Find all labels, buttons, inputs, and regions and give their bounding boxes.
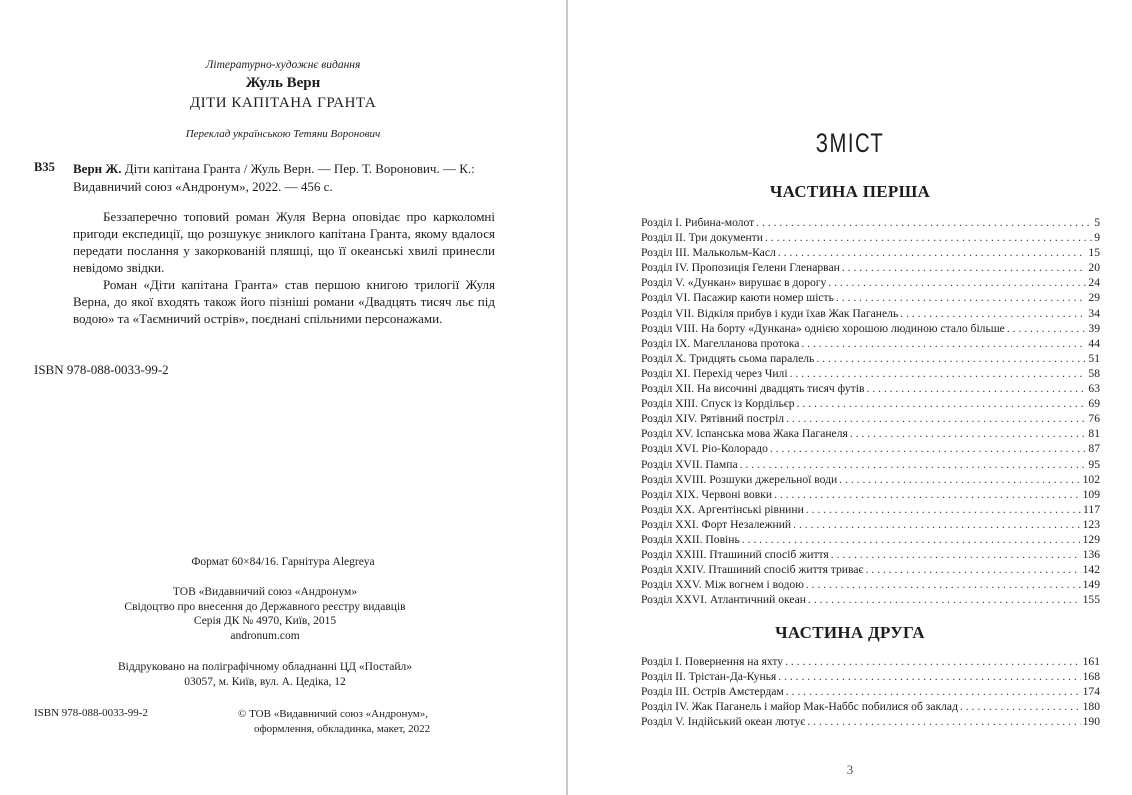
toc-entry-page: 58: [1088, 366, 1100, 380]
toc-entry[interactable]: [641, 472, 1100, 487]
toc-entry-page: 15: [1088, 246, 1100, 260]
toc-dot-leader: [806, 577, 1081, 592]
toc-entry[interactable]: [641, 457, 1100, 472]
toc-entry[interactable]: [641, 532, 1100, 547]
toc-entry-title: Розділ IV. Жак Паганель і майор Мак-Наббс побилися об заклад: [641, 700, 958, 714]
toc-entry[interactable]: [641, 547, 1100, 562]
author-name: Жуль Верн: [245, 75, 321, 91]
toc-entry[interactable]: [641, 487, 1100, 502]
toc-entry-title: Розділ II. Три документи: [641, 231, 763, 245]
catalog-code: В35: [34, 160, 55, 174]
part-one-chapter-list: [641, 215, 1100, 607]
toc-entry[interactable]: [641, 699, 1100, 714]
toc-entry-page: 142: [1082, 563, 1100, 577]
toc-dot-leader: [797, 396, 1087, 411]
toc-dot-leader: [786, 684, 1081, 699]
toc-dot-leader: [765, 230, 1092, 245]
toc-entry[interactable]: [641, 714, 1100, 729]
part-two-chapter-list: [641, 654, 1100, 729]
toc-dot-leader: [756, 215, 1092, 230]
toc-dot-leader: [828, 275, 1086, 290]
toc-entry-title: Розділ XI. Перехід через Чилі: [641, 366, 788, 380]
toc-entry-page: 95: [1088, 457, 1100, 471]
format-info: Формат 60×84/16. Гарнітура Alegreya: [191, 556, 375, 568]
toc-entry-title: Розділ IV. Пропозиція Гелени Гленарван: [641, 261, 840, 275]
isbn-bottom: ISBN 978-088-0033-99-2: [34, 707, 148, 719]
toc-entry-page: 24: [1088, 276, 1100, 290]
toc-entry-page: 81: [1088, 427, 1100, 441]
isbn-main: ISBN 978-088-0033-99-2: [34, 362, 169, 377]
publisher-line: andronum.com: [230, 629, 300, 642]
toc-entry-page: 69: [1088, 397, 1100, 411]
toc-entry-title: Розділ XV. Іспанська мова Жака Паганеля: [641, 427, 848, 441]
toc-entry-page: 34: [1088, 306, 1100, 320]
toc-dot-leader: [742, 532, 1081, 547]
catalog-details: Діти капітана Гранта / Жуль Верн. — Пер. Т. Воронович. — К.: Видавничий союз «Андронум», 2022. — 456 с.: [73, 161, 475, 194]
toc-entry-page: 168: [1082, 670, 1100, 684]
toc-entry[interactable]: [641, 290, 1100, 305]
toc-entry-title: Розділ XIII. Спуск із Кордільєр: [641, 397, 795, 411]
toc-entry[interactable]: [641, 381, 1100, 396]
toc-dot-leader: [808, 592, 1081, 607]
toc-entry-title: Розділ III. Острів Амстердам: [641, 685, 784, 699]
toc-entry-page: 155: [1082, 593, 1100, 607]
book-title: ДІТИ КАПІТАНА ГРАНТА: [189, 95, 377, 111]
catalog-description: [73, 160, 503, 196]
publisher-line: Серія ДК № 4970, Київ, 2015: [193, 615, 337, 627]
toc-entry-page: 5: [1094, 216, 1100, 229]
toc-entry[interactable]: [641, 306, 1100, 321]
toc-entry-title: Розділ XXI. Форт Незалежний: [641, 517, 792, 531]
toc-entry-title: Розділ XXV. Між вогнем і водою: [641, 578, 804, 592]
catalog-author: Верн Ж.: [73, 161, 122, 176]
part-two-title: ЧАСТИНА ДРУГА: [775, 623, 925, 642]
toc-entry[interactable]: [641, 592, 1100, 607]
toc-entry-title: Розділ X. Тридцять сьома паралель: [641, 351, 815, 365]
toc-entry-title: Розділ I. Повернення на яхту: [641, 655, 784, 668]
toc-dot-leader: [740, 457, 1087, 472]
toc-entry-title: Розділ XXII. Повінь: [641, 532, 740, 546]
toc-entry[interactable]: [641, 411, 1100, 426]
toc-entry-title: Розділ XVIII. Розшуки джерельної води: [641, 472, 838, 486]
toc-entry-page: 129: [1082, 532, 1100, 546]
toc-dot-leader: [778, 245, 1087, 260]
annotation-paragraph-2: Роман «Діти капітана Гранта» став першою книгою трилогії Жуля Верна, до якої входять також його пізніші романи «Двадцять тисяч льє під водою» та «Таємничий острів», поєднані спільними персонажами.: [73, 277, 495, 326]
toc-entry-title: Розділ II. Трістан-Да-Кунья: [641, 670, 777, 684]
copyright-line: оформлення, обкладинка, макет, 2022: [254, 723, 431, 735]
toc-entry-title: Розділ XX. Аргентінські рівнини: [641, 502, 804, 516]
toc-entry-page: 9: [1094, 231, 1100, 245]
toc-entry-page: 190: [1082, 715, 1100, 729]
part-one-title: ЧАСТИНА ПЕРША: [769, 182, 931, 201]
publisher-line: ТОВ «Видавничий союз «Андронум»: [172, 586, 358, 598]
printer-line: 03057, м. Київ, вул. А. Цедіка, 12: [184, 676, 346, 688]
toc-entry-page: 161: [1082, 655, 1100, 668]
publisher-info: [0, 585, 530, 643]
copyright-line: © ТОВ «Видавничий союз «Андронум»,: [238, 708, 429, 720]
toc-entry[interactable]: [641, 577, 1100, 592]
toc-entry-page: 63: [1088, 382, 1100, 396]
toc-dot-leader: [839, 472, 1080, 487]
toc-entry-title: Розділ XVII. Пампа: [641, 457, 738, 471]
printer-info: [0, 660, 530, 690]
toc-entry-page: 39: [1088, 321, 1100, 335]
toc-dot-leader: [816, 351, 1086, 366]
toc-entry-title: Розділ VI. Пасажир каюти номер шість: [641, 291, 834, 305]
toc-entry[interactable]: [641, 517, 1100, 532]
toc-entry-page: 44: [1088, 336, 1100, 350]
toc-entry-title: Розділ V. Індійський океан лютує: [641, 715, 806, 729]
toc-entry-page: 123: [1082, 517, 1100, 531]
toc-entry-title: Розділ V. «Дункан» вирушає в дорогу: [641, 276, 827, 290]
annotation-paragraph-1: Беззаперечно топовий роман Жуля Верна оповідає про карколомні пригоди експедиції, що розшукує зниклого капітана Гранта, якому вдалося передати послання у закоркованій пляшці, що її океанські хвилі принесли невідомо звідки.: [73, 209, 495, 275]
translator-credit: Переклад українською Тетяни Воронович: [185, 128, 381, 140]
toc-entry-page: 29: [1088, 291, 1100, 305]
publisher-line: Свідоцтво про внесення до Державного реєстру видавців: [124, 600, 406, 613]
toc-entry[interactable]: [641, 654, 1100, 669]
toc-dot-leader: [866, 381, 1086, 396]
toc-title: ЗМІСТ: [815, 128, 885, 158]
toc-dot-leader: [842, 260, 1087, 275]
toc-entry-title: Розділ XII. На височині двадцять тисяч футів: [641, 382, 865, 396]
toc-entry-page: 149: [1082, 578, 1100, 592]
toc-entry-page: 76: [1088, 412, 1100, 426]
toc-dot-leader: [774, 487, 1081, 502]
toc-entry[interactable]: [641, 669, 1100, 684]
page-number: 3: [846, 762, 854, 777]
toc-entry-page: 180: [1082, 700, 1100, 714]
toc-entry-title: Розділ I. Рибина-молот: [641, 216, 755, 229]
toc-entry[interactable]: [641, 502, 1100, 517]
toc-entry[interactable]: [641, 321, 1100, 336]
toc-entry-title: Розділ VIII. На борту «Дункана» однією хорошою людиною стало більше: [641, 321, 1005, 335]
toc-dot-leader: [785, 654, 1081, 669]
toc-entry[interactable]: [641, 396, 1100, 411]
right-page: [568, 0, 1132, 795]
toc-entry-title: Розділ III. Малькольм-Касл: [641, 246, 776, 260]
toc-entry[interactable]: [641, 351, 1100, 366]
toc-entry-page: 87: [1088, 442, 1100, 456]
toc-dot-leader: [900, 306, 1086, 321]
toc-dot-leader: [790, 366, 1087, 381]
toc-dot-leader: [793, 517, 1080, 532]
printer-line: Віддруковано на поліграфічному обладнанні ЦД «Постайл»: [117, 661, 413, 673]
genre-label: Літературно-художнє видання: [205, 59, 361, 71]
toc-dot-leader: [831, 547, 1081, 562]
toc-entry[interactable]: [641, 336, 1100, 351]
toc-dot-leader: [778, 669, 1080, 684]
toc-entry-page: 117: [1083, 502, 1100, 516]
toc-dot-leader: [807, 714, 1080, 729]
toc-entry[interactable]: [641, 215, 1100, 230]
toc-entry[interactable]: [641, 684, 1100, 699]
toc-entry[interactable]: [641, 426, 1100, 441]
toc-entry-title: Розділ XXVI. Атлантичний океан: [641, 593, 807, 607]
toc-entry[interactable]: [641, 441, 1100, 456]
toc-entry-title: Розділ XXIII. Пташиний спосіб життя: [641, 548, 829, 562]
toc-entry-title: Розділ IX. Магелланова протока: [641, 336, 800, 350]
toc-entry-page: 51: [1088, 351, 1100, 365]
toc-entry[interactable]: [641, 275, 1100, 290]
toc-entry-title: Розділ XVI. Ріо-Колорадо: [641, 442, 768, 456]
toc-entry[interactable]: [641, 230, 1100, 245]
toc-entry-title: Розділ VII. Відкіля прибув і куди їхав Жак Паганель: [641, 306, 899, 320]
toc-entry[interactable]: [641, 260, 1100, 275]
toc-dot-leader: [836, 290, 1086, 305]
toc-dot-leader: [806, 502, 1081, 517]
toc-dot-leader: [786, 411, 1086, 426]
toc-entry-page: 20: [1088, 261, 1100, 275]
toc-entry[interactable]: [641, 562, 1100, 577]
toc-entry-title: Розділ XIX. Червоні вовки: [641, 487, 773, 501]
toc-entry-page: 109: [1082, 487, 1100, 501]
annotation: [73, 208, 495, 327]
toc-entry-page: 136: [1082, 548, 1100, 562]
toc-dot-leader: [865, 562, 1080, 577]
toc-dot-leader: [1007, 321, 1087, 336]
toc-entry-title: Розділ XIV. Рятівний постріл: [641, 412, 785, 426]
toc-entry-page: 174: [1082, 685, 1100, 699]
toc-dot-leader: [960, 699, 1081, 714]
toc-entry-title: Розділ XXIV. Пташиний спосіб життя триває: [641, 563, 864, 577]
toc-entry[interactable]: [641, 245, 1100, 260]
toc-dot-leader: [850, 426, 1087, 441]
toc-dot-leader: [801, 336, 1086, 351]
copyright-notice: [238, 707, 468, 737]
toc-entry-page: 102: [1082, 472, 1100, 486]
toc-entry[interactable]: [641, 366, 1100, 381]
toc-dot-leader: [770, 441, 1087, 456]
